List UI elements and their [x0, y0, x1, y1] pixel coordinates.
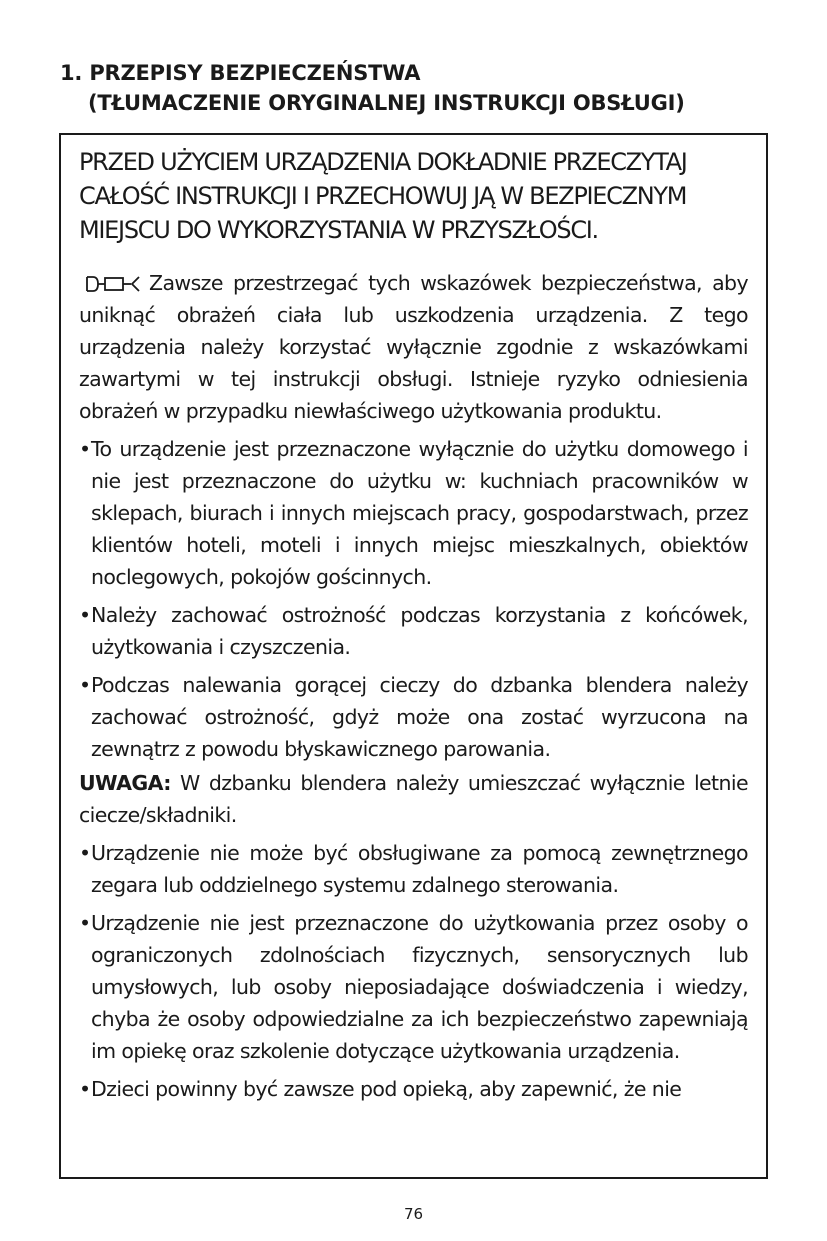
intro-warning: PRZED UŻYCIEM URZĄDZENIA DOKŁADNIE PRZECZYTAJ CAŁOŚĆ INSTRUKCJI I PRZECHOWUJ JĄ W BEZPIECZNYM MIEJSCU DO WYKORZYSTANIA W PRZYSZŁOŚCI. — [79, 148, 687, 244]
list-item — [79, 1073, 748, 1105]
list-item — [79, 837, 748, 901]
bullet-list-b — [79, 837, 748, 1105]
list-item-text: Podczas nalewania gorącej cieczy do dzbanka blendera należy zachować ostrożność, gdyż może ona zostać wyrzucona na zewnątrz z powodu błyskawicznego parowania. — [91, 673, 748, 761]
list-item — [79, 907, 748, 1067]
bullet-dot: • — [79, 603, 91, 627]
section-heading: PRZEPISY BEZPIECZEŃSTWA — [89, 61, 421, 85]
safety-content — [79, 145, 748, 1105]
symbol-paragraph-text: Zawsze przestrzegać tych wskazówek bezpieczeństwa, aby uniknąć obrażeń ciała lub uszkodzenia urządzenia. Z tego urządzenia należy korzystać wyłącznie zgodnie z wskazówkami zawartymi w tej instrukcji obsługi. Istnieje ryzyko odniesienia obrażeń w przypadku niewłaściwego użytkowania produktu. — [79, 271, 748, 423]
page-number: 76 — [403, 1205, 424, 1223]
list-item — [79, 433, 748, 593]
list-item-text: To urządzenie jest przeznaczone wyłącznie do użytku domowego i nie jest przeznaczone do użytku w: kuchniach pracowników w sklepach, biurach i innych miejscach pracy, gospodarstwach, przez klientów hoteli, moteli i innych miejsc mieszkalnych, obiektów noclegowych, pokojów gościnnych. — [91, 437, 748, 589]
symbol-paragraph — [79, 267, 748, 427]
bullet-dot: • — [79, 841, 91, 865]
section-number: 1. — [60, 61, 83, 85]
bullet-dot: • — [79, 1077, 91, 1101]
safety-box — [59, 133, 768, 1179]
list-item — [79, 599, 748, 663]
bullet-list-a — [79, 433, 748, 765]
bullet-dot: • — [79, 437, 91, 461]
warning-label: UWAGA: — [79, 771, 171, 795]
section-title — [60, 58, 685, 118]
section-subtitle: (TŁUMACZENIE ORYGINALNEJ INSTRUKCJI OBSŁUGI) — [88, 91, 685, 115]
list-item-text: Należy zachować ostrożność podczas korzystania z końcówek, użytkowania i czyszczenia. — [91, 603, 748, 659]
bullet-dot: • — [79, 673, 91, 697]
list-item-text: Urządzenie nie jest przeznaczone do użytkowania przez osoby o ograniczonych zdolnościach fizycznych, sensorycznych lub umysłowych, lub osoby nieposiadające doświadczenia i wiedzy, chyba że osoby odpowiedzialne za ich bezpieczeństwo zapewniają im opiekę oraz szkolenie dotyczące użytkowania urządzenia. — [91, 911, 748, 1063]
bullet-dot: • — [79, 911, 91, 935]
list-item-text: Urządzenie nie może być obsługiwane za pomocą zewnętrznego zegara lub oddzielnego systemu zdalnego sterowania. — [91, 841, 748, 897]
manual-book-icon — [85, 275, 141, 293]
list-item-text: Dzieci powinny być zawsze pod opieką, aby zapewnić, że nie — [91, 1077, 682, 1101]
warning-paragraph — [79, 767, 748, 831]
list-item — [79, 669, 748, 765]
warning-text: W dzbanku blendera należy umieszczać wyłącznie letnie ciecze/składniki. — [79, 771, 748, 827]
